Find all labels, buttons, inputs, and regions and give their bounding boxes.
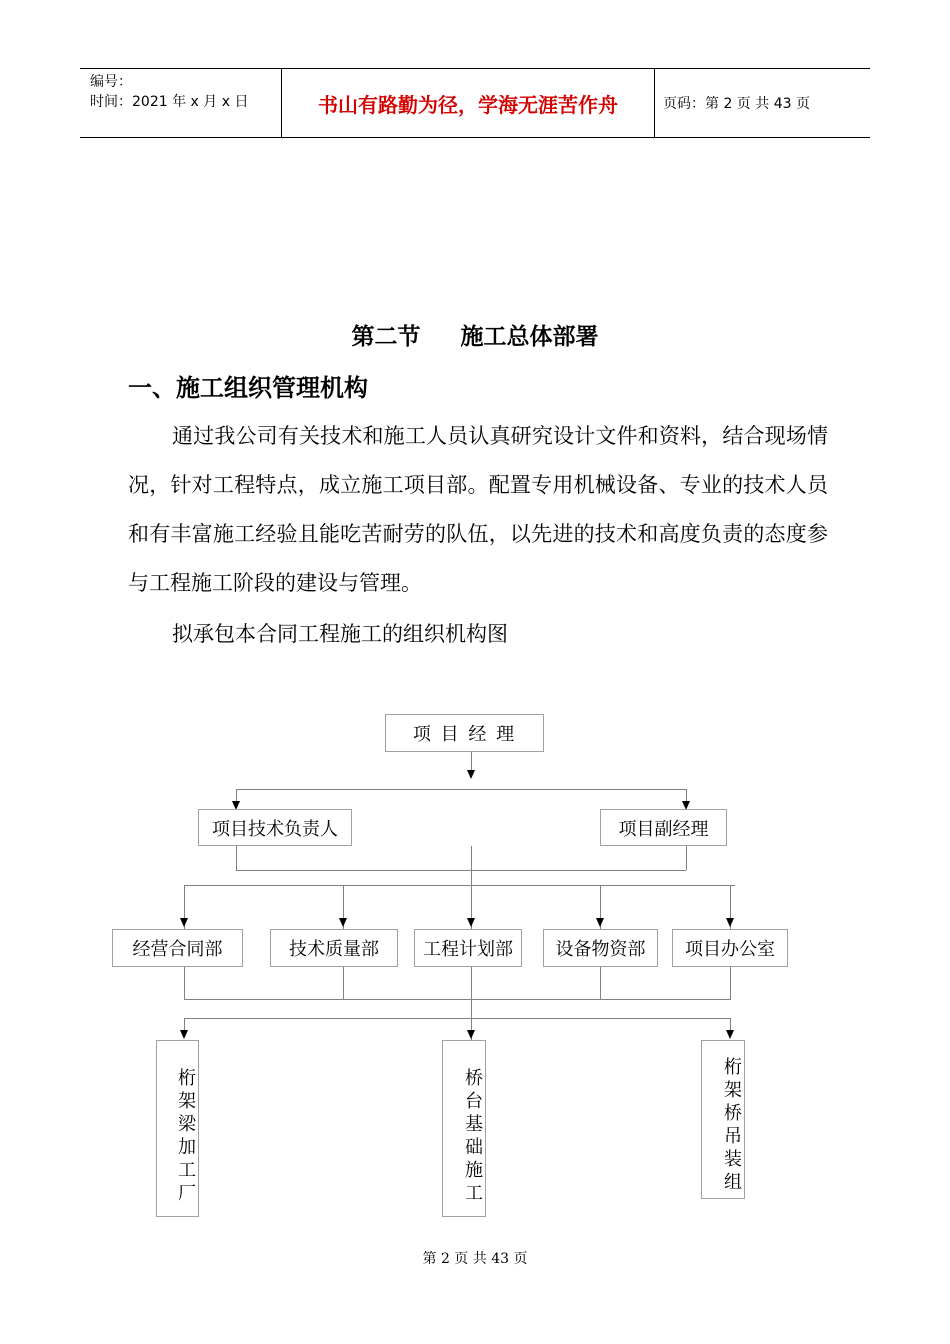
- section-title: 施工总体部署: [460, 324, 599, 350]
- connector: [184, 1018, 731, 1019]
- connector: [236, 846, 237, 870]
- arrow-icon: [467, 770, 475, 779]
- connector: [236, 870, 686, 871]
- arrow-icon: [180, 918, 188, 927]
- org-node-department: 设备物资部: [543, 929, 658, 967]
- arrow-icon: [726, 1030, 734, 1039]
- connector: [686, 846, 687, 870]
- arrow-icon: [467, 1030, 475, 1039]
- subsection-title: 一、施工组织管理机构: [128, 374, 368, 402]
- connector: [184, 999, 731, 1000]
- org-node-deputy-manager: 项目副经理: [600, 809, 727, 846]
- org-node-technical-lead: 项目技术负责人: [198, 809, 352, 846]
- connector: [184, 885, 735, 886]
- chart-caption: 拟承包本合同工程施工的组织机构图: [172, 622, 508, 646]
- connector: [471, 752, 472, 772]
- org-node-department: 工程计划部: [414, 929, 522, 967]
- page-header: [80, 68, 870, 138]
- header-meta: [80, 69, 281, 137]
- org-node-department: 项目办公室: [672, 929, 788, 967]
- section-heading: [0, 318, 950, 351]
- org-node-project-manager: 项 目 经 理: [385, 714, 544, 752]
- org-node-department: 技术质量部: [270, 929, 398, 967]
- header-motto: 书山有路勤为径，学海无涯苦作舟: [281, 69, 655, 137]
- connector: [236, 789, 686, 790]
- header-page-info: 页码：第 2 页 共 43 页: [663, 96, 810, 112]
- arrow-icon: [180, 1030, 188, 1039]
- org-node-team: 桥台基础施工: [442, 1040, 486, 1217]
- page-footer: 第 2 页 共 43 页: [422, 1251, 528, 1267]
- arrow-icon: [596, 918, 604, 927]
- body-paragraph: 通过我公司有关技术和施工人员认真研究设计文件和资料，结合现场情况，针对工程特点，成立施工项目部。配置专用机械设备、专业的技术人员和有丰富施工经验且能吃苦耐劳的队伍，以先进的技术和高度负责的态度参与工程施工阶段的建设与管理。: [128, 424, 828, 595]
- section-number: 第二节: [351, 324, 421, 350]
- org-node-team: 桁架梁加工厂: [156, 1040, 199, 1217]
- arrow-icon: [467, 918, 475, 927]
- arrow-icon: [726, 918, 734, 927]
- arrow-icon: [339, 918, 347, 927]
- org-node-department: 经营合同部: [112, 929, 243, 967]
- serial-label: 编号：: [90, 74, 132, 90]
- time-label: 时间：2021 年 x 月 x 日: [90, 94, 249, 110]
- org-node-team: 桁架桥吊装组: [701, 1040, 745, 1199]
